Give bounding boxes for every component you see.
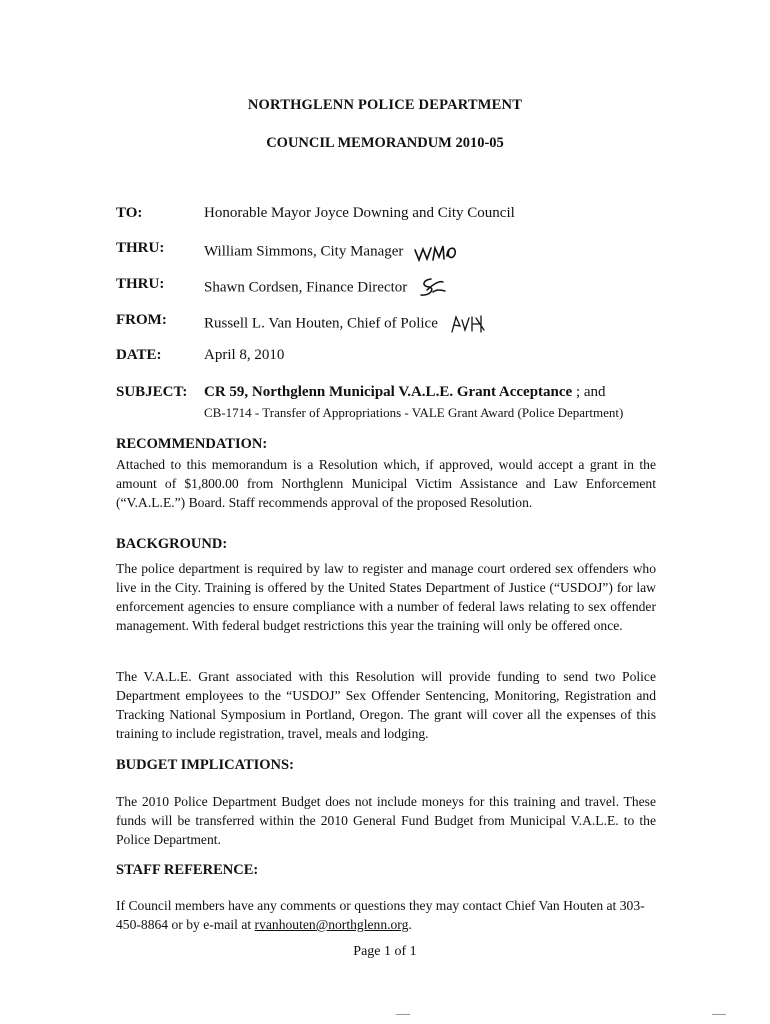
from-name: Russell L. Van Houten, Chief of Police — [204, 315, 438, 332]
memo-number: COUNCIL MEMORANDUM 2010-05 — [266, 135, 504, 151]
staff-email-link[interactable]: rvanhouten@northglenn.org — [254, 917, 409, 932]
budget-heading: BUDGET IMPLICATIONS: — [116, 757, 294, 773]
subject-row — [116, 384, 716, 406]
from-row — [116, 312, 716, 334]
manager-initials-signature — [413, 240, 459, 264]
subject-value — [204, 384, 606, 401]
thru-row-1 — [116, 240, 716, 262]
subject-line-2: CB-1714 - Transfer of Appropriations - VALE Grant Award (Police Department) — [204, 405, 624, 420]
to-row — [116, 205, 716, 227]
thru-value-2 — [204, 276, 447, 300]
date-label: DATE: — [116, 347, 162, 363]
subject-line-1: CR 59, Northglenn Municipal V.A.L.E. Grant Acceptance — [204, 384, 573, 400]
staff-reference-body: If Council members have any comments or questions they may contact Chief Van Houten at 303-450-8864 or by e-mail at — [116, 898, 645, 932]
to-value: Honorable Mayor Joyce Downing and City Council — [204, 205, 515, 221]
thru-name-2: Shawn Cordsen, Finance Director — [204, 279, 408, 296]
chief-initials-signature — [448, 312, 488, 336]
from-label: FROM: — [116, 312, 167, 328]
staff-reference-text — [116, 896, 656, 934]
scan-mark-right — [712, 1014, 726, 1015]
background-paragraph-1: The police department is required by law to register and manage court ordered sex offenders who live in the City. Training is offered by the United States Department of Justice (“USDOJ”) for law enforcement agencies to ensure compliance with a number of federal laws relating to sex offender management. With federal budget restrictions this year the training will only be offered once. — [116, 561, 656, 633]
scan-mark-left — [396, 1014, 410, 1015]
page-number: Page 1 of 1 — [353, 944, 417, 959]
background-heading: BACKGROUND: — [116, 536, 228, 552]
staff-reference-heading: STAFF REFERENCE: — [116, 862, 259, 878]
subject-line-1-suffix: ; and — [572, 384, 606, 400]
thru-label-1: THRU: — [116, 240, 165, 256]
date-value: April 8, 2010 — [204, 347, 285, 363]
recommendation-heading: RECOMMENDATION: — [116, 436, 268, 452]
thru-label-2: THRU: — [116, 276, 165, 292]
date-row — [116, 347, 716, 369]
from-value — [204, 312, 488, 336]
to-label: TO: — [116, 205, 143, 221]
thru-value-1 — [204, 240, 459, 264]
finance-director-initials-signature — [417, 276, 447, 300]
thru-name-1: William Simmons, City Manager — [204, 243, 404, 260]
department-title: NORTHGLENN POLICE DEPARTMENT — [247, 97, 523, 113]
thru-row-2 — [116, 276, 716, 298]
subject-label: SUBJECT: — [116, 384, 188, 400]
recommendation-text: Attached to this memorandum is a Resolution which, if approved, would accept a grant in the amount of $1,800.00 from Northglenn Municipal Victim Assistance and Law Enforcement (“V.A.L.E.”) Board. Staff recommends approval of the proposed Resolution. — [116, 457, 656, 510]
budget-text: The 2010 Police Department Budget does not include moneys for this training and travel. These funds will be transferred within the 2010 General Fund Budget from Municipal V.A.L.E. to the Police Department. — [116, 794, 656, 847]
background-paragraph-2: The V.A.L.E. Grant associated with this Resolution will provide funding to send two Police Department employees to the “USDOJ” Sex Offender Sentencing, Monitoring, Registration and Tracking National Symposium in Portland, Oregon. The grant will cover all the expenses of this training to include registration, travel, meals and lodging. — [116, 669, 656, 741]
staff-reference-end: . — [408, 917, 412, 932]
